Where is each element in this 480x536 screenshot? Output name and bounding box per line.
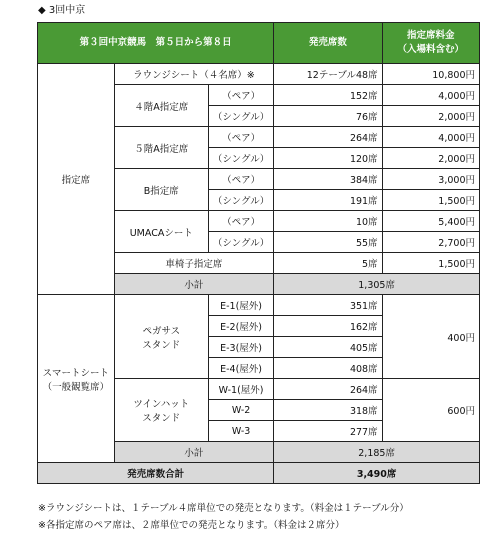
pegasus-price: 400円 bbox=[382, 295, 479, 379]
pegasus-row-id: E-1(屋外) bbox=[208, 295, 273, 316]
floor4a-name: ４階A指定席 bbox=[114, 85, 208, 127]
total-value: 3,490席 bbox=[274, 463, 480, 484]
floor5a-pair-type: （ペア） bbox=[208, 127, 273, 148]
note-lounge: ※ラウンジシートは、１テーブル４席単位での発売となります。（料金は１テーブル分） bbox=[38, 503, 409, 514]
pegasus-row-id: E-4(屋外) bbox=[208, 358, 273, 379]
smart-group-line1: スマートシート bbox=[42, 367, 109, 379]
umaca-single-price: 2,700円 bbox=[382, 232, 479, 253]
reserved-group-label: 指定席 bbox=[38, 64, 115, 295]
table-row bbox=[38, 295, 480, 316]
wheelchair-seats: 5席 bbox=[274, 253, 382, 274]
umaca-pair-seats: 10席 bbox=[274, 211, 382, 232]
price-header-line2: （入場料含む） bbox=[397, 44, 465, 55]
twinhat-row-seats: 277席 bbox=[274, 421, 382, 442]
umaca-name: UMACAシート bbox=[114, 211, 208, 253]
b-single-price: 1,500円 bbox=[382, 190, 479, 211]
seats-header: 発売席数 bbox=[274, 23, 382, 64]
lounge-seats: 12テーブル48席 bbox=[274, 64, 382, 85]
twinhat-row-seats: 318席 bbox=[274, 400, 382, 421]
floor4a-single-seats: 76席 bbox=[274, 106, 382, 127]
floor5a-single-seats: 120席 bbox=[274, 148, 382, 169]
table-row bbox=[38, 64, 480, 85]
b-single-type: （シングル） bbox=[208, 190, 273, 211]
twinhat-line1: ツインハット bbox=[133, 399, 190, 410]
floor5a-name: ５階A指定席 bbox=[114, 127, 208, 169]
smart-subtotal-label: 小計 bbox=[114, 442, 274, 463]
twinhat-stand-name bbox=[114, 379, 208, 442]
b-pair-seats: 384席 bbox=[274, 169, 382, 190]
reserved-subtotal-value: 1,305席 bbox=[274, 274, 480, 295]
umaca-pair-type: （ペア） bbox=[208, 211, 273, 232]
pegasus-stand-name bbox=[114, 295, 208, 379]
reserved-subtotal-label: 小計 bbox=[114, 274, 274, 295]
twinhat-line2: スタンド bbox=[142, 413, 181, 424]
floor4a-pair-price: 4,000円 bbox=[382, 85, 479, 106]
lounge-name: ラウンジシート（４名席）※ bbox=[114, 64, 274, 85]
pegasus-line2: スタンド bbox=[142, 339, 181, 351]
b-pair-price: 3,000円 bbox=[382, 169, 479, 190]
total-row bbox=[38, 463, 480, 484]
floor5a-pair-seats: 264席 bbox=[274, 127, 382, 148]
pegasus-row-seats: 351席 bbox=[274, 295, 382, 316]
twinhat-row-id: W-2 bbox=[208, 400, 273, 421]
notes bbox=[38, 500, 409, 534]
note-pair: ※各指定席のペア席は、２席単位での発売となります。（料金は２席分） bbox=[38, 520, 345, 531]
pegasus-row-id: E-2(屋外) bbox=[208, 316, 273, 337]
floor5a-single-price: 2,000円 bbox=[382, 148, 479, 169]
wheelchair-price: 1,500円 bbox=[382, 253, 479, 274]
section-heading: ◆ 3回中京 bbox=[38, 5, 86, 16]
twinhat-row-seats: 264席 bbox=[274, 379, 382, 400]
smart-group-label bbox=[38, 295, 115, 463]
seat-table bbox=[37, 22, 480, 484]
twinhat-price: 600円 bbox=[382, 379, 479, 442]
pegasus-line1: ペガサス bbox=[142, 325, 181, 337]
price-header-line1: 指定席料金 bbox=[407, 30, 455, 41]
smart-group-line2: （一般観覧席） bbox=[42, 381, 110, 393]
event-header: 第３回中京競馬 第５日から第８日 bbox=[38, 23, 274, 64]
floor5a-single-type: （シングル） bbox=[208, 148, 273, 169]
pegasus-row-seats: 408席 bbox=[274, 358, 382, 379]
floor4a-pair-seats: 152席 bbox=[274, 85, 382, 106]
total-label: 発売席数合計 bbox=[38, 463, 274, 484]
floor4a-single-type: （シングル） bbox=[208, 106, 273, 127]
b-single-seats: 191席 bbox=[274, 190, 382, 211]
floor4a-single-price: 2,000円 bbox=[382, 106, 479, 127]
lounge-price: 10,800円 bbox=[382, 64, 479, 85]
pegasus-row-seats: 162席 bbox=[274, 316, 382, 337]
b-name: B指定席 bbox=[114, 169, 208, 211]
price-header bbox=[382, 23, 479, 64]
b-pair-type: （ペア） bbox=[208, 169, 273, 190]
floor4a-pair-type: （ペア） bbox=[208, 85, 273, 106]
pegasus-row-seats: 405席 bbox=[274, 337, 382, 358]
smart-subtotal-value: 2,185席 bbox=[274, 442, 480, 463]
pegasus-row-id: E-3(屋外) bbox=[208, 337, 273, 358]
floor5a-pair-price: 4,000円 bbox=[382, 127, 479, 148]
umaca-pair-price: 5,400円 bbox=[382, 211, 479, 232]
twinhat-row-id: W-1(屋外) bbox=[208, 379, 273, 400]
table-header-row bbox=[38, 23, 480, 64]
umaca-single-seats: 55席 bbox=[274, 232, 382, 253]
twinhat-row-id: W-3 bbox=[208, 421, 273, 442]
wheelchair-name: 車椅子指定席 bbox=[114, 253, 274, 274]
umaca-single-type: （シングル） bbox=[208, 232, 273, 253]
